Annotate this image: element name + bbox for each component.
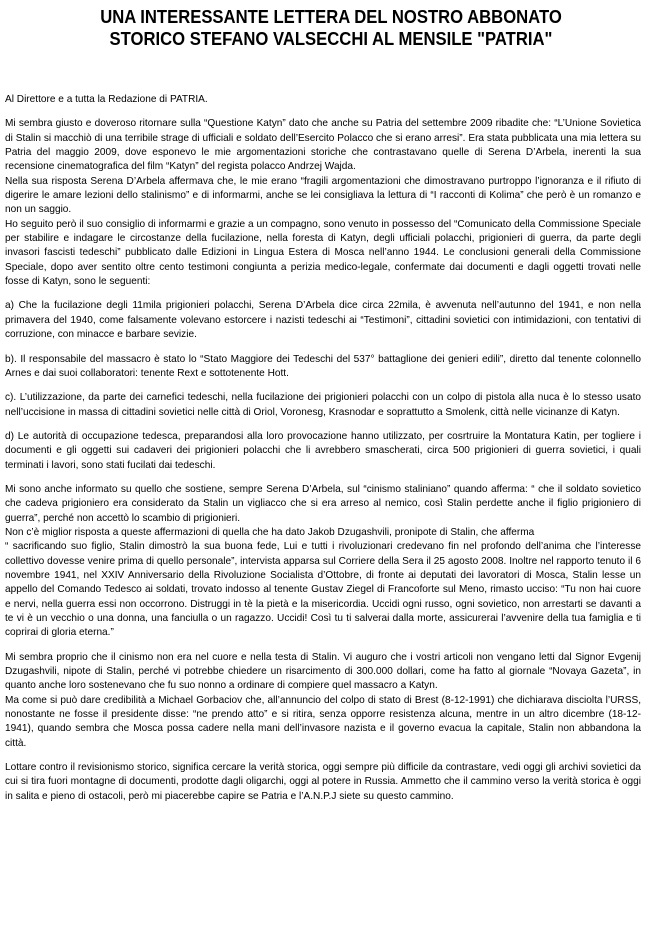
spacer xyxy=(5,381,641,391)
spacer xyxy=(5,751,641,761)
paragraph-closing: Lottare contro il revisionismo storico, significa cercare la verità storica, oggi sempre più difficile da contrastare, vedi oggi gli archivi sovietici da cui si tira fuori montagne di documenti, prodotte dagli oligarchi, oggi al potere in Russia. Ammetto che il cammino verso la verità storica è oggi in salita e pieno di ostacoli, però mi piacerebbe capire se Patria e l’A.N.P.J siete su questo cammino. xyxy=(5,762,641,802)
letter-title xyxy=(33,6,629,50)
paragraph-response: Nella sua risposta Serena D’Arbela affermava che, le mie erano “fragili argomentazioni che dimostravano purtroppo l’ignoranza e il rifiuto di digerire le amare lezioni dello stalinismo” e di informarmi, anche se lei consigliava la lettura di “I racconti di Kolima” che però è un romanzo e non un saggio. xyxy=(5,175,641,216)
spacer xyxy=(5,107,641,117)
point-d: d) Le autorità di occupazione tedesca, preparandosi alla loro provocazione hanno utilizzato, per cosrtruire la Montatura Katin, per togliere i documenti e gli oggetti sui cadaveri dei prigionieri polacchi che li avrebbero smascherati, circa 500 prigionieri di guerra sovietici, i quali terminati i lavori, sono stati fucilati dai tedeschi. xyxy=(5,430,641,471)
paragraph-quote: “ sacrificando suo figlio, Stalin dimostrò la sua buona fede, Lui e tutti i rivoluzionari credevano fin nel profondo dell’anima che l’interesse collettivo dovesse venire prima di quello personale”, intervista apparsa sul Corriere della Sera il 25 agosto 2008. Inoltre nel rapporto tenuto il 6 novembre 1941, nel XXIV Anniversario della Rivoluzione Socialista d’Ottobre, di fronte ai deputati dei lavoratori di Mosca, Stalin lesse un appello del Comando Tedesco ai soldati, trovato indosso al tenente Gustav Ziegel di Francoforte sul Meno, rimasto ucciso: “Tu non hai cuore e nervi, nella guerra essi non occorrono. Distruggi in tè la pietà e la misericordia. Uccidi ogni russo, ogni sovietico, non arrestarti se davanti a te vi è un vecchio o una donna, una fanciulla o un ragazzo. Uccidi! Così tu ti salverai dalla morte, assicurerai l’avvenire della tua famiglia e ti coprirai di gloria eterna.” xyxy=(5,541,641,639)
spacer xyxy=(5,289,641,299)
point-a: a) Che la fucilazione degli 11mila prigionieri polacchi, Serena D’Arbela dice circa 22mila, è avvenuta nell’autunno del 1941, e non nella primavera del 1940, come falsamente volevano estorcere i nazisti tedeschi ai “Testimoni”, cittadini sovietici con intimidazioni, con tentativi di corruzione, con minacce e barbare sevizie. xyxy=(5,300,641,341)
spacer xyxy=(5,641,641,651)
paragraph-cinismo: Mi sono anche informato su quello che sostiene, sempre Serena D’Arbela, sul “cinismo staliniano” quando afferma: “ che il soldato sovietico che cadeva prigioniero era considerato da Stalin un vigliacco che si era arreso al nemico, così Stalin perdette anche il figlio prigioniero di guerra”, perché non accettò lo scambio di prigionieri. xyxy=(5,483,641,524)
spacer xyxy=(5,343,641,353)
spacer xyxy=(5,420,641,430)
paragraph-evgenij: Mi sembra proprio che il cinismo non era nel cuore e nella testa di Stalin. Vi auguro che i vostri articoli non vengano letti dal Signor Evgenij Dzugashvili, nipote di Stalin, perché vi potrebbe chiedere un risarcimento di 300.000 dollari, come ha fatto al giornale “Novaya Gazeta”, in quanto anche loro sostenevano che fu suo nonno a ordinare di compiere quel massacro a Katyn. xyxy=(5,651,641,692)
paragraph-commission: Ho seguito però il suo consiglio di informarmi e grazie a un compagno, sono venuto in possesso del “Comunicato della Commissione Speciale per stabilire e indagare le circostanze della fucilazione, nella foresta di Katyn, degli ufficiali polacchi, prigionieri di guerra, da parte degli invasori fascisti tedeschi” pubblicato dalle Edizioni in Lingua Estera di Mosca nell’anno 1944. Le conclusioni generali della Commissione Speciale, dopo aver sentito oltre cento testimoni congiunta a perizia medico-legale, confermate dai documenti e dagli oggetti trovati nelle fosse di Katyn, sono le seguenti: xyxy=(5,218,641,288)
paragraph-jakob: Non c’è miglior risposta a queste affermazioni di quella che ha dato Jakob Dzugashvili, pronipote di Stalin, che afferma xyxy=(5,526,535,538)
point-b: b). Il responsabile del massacro è stato lo “Stato Maggiore dei Tedeschi del 537° battaglione dei genieri edili”, diretto dal tenente colonnello Arnes e dai suoi collaboratori: tenente Rext e sottotenente Hott. xyxy=(5,353,641,379)
paragraph-gorbaciov: Ma come si può dare credibilità a Michael Gorbaciov che, all’annuncio del colpo di stato di Brest (8-12-1991) che dichiarava disciolta l’URSS, nonostante ne fosse il presidente disse: “ne prendo atto” e si ritira, senza opporre resistenza alcuna, mentre in un altro dicembre (18-12-1941), quando sembra che Mosca possa cadere nella mani dell’invasore nazista e il governo evacua la capitale, Stalin non abbandona la città. xyxy=(5,694,641,749)
letter-body xyxy=(5,93,641,804)
paragraph-intro: Mi sembra giusto e doveroso ritornare sulla “Questione Katyn” dato che anche su Patria del settembre 2009 ribadite che: “L’Unione Sovietica di Stalin si macchiò di una terribile strage di ufficiali e soldato dell’Esercito Polacco che si erano arresi”. Era stata pubblicata una mia lettera su Patria del maggio 2009, dove esponevo le mie argomentazioni storiche che contrastavano quelle di Serena D’Arbela, inerenti la sua recensione cinematografica del film “Katyn” del regista polacco Andrzej Wajda. xyxy=(5,118,641,173)
title-line-1: UNA INTERESSANTE LETTERA DEL NOSTRO ABBONATO xyxy=(100,6,562,27)
title-line-2: STORICO STEFANO VALSECCHI AL MENSILE "PATRIA" xyxy=(109,28,553,49)
spacer xyxy=(5,473,641,483)
salutation: Al Direttore e a tutta la Redazione di PATRIA. xyxy=(5,94,208,105)
point-c: c). L’utilizzazione, da parte dei carnefici tedeschi, nella fucilazione dei prigionieri polacchi con un colpo di pistola alla nuca è lo stesso usato nell’uccisione in massa di cittadini sovietici nelle città di Oriol, Voronesg, Krasnodar e soprattutto a Smolenk, città nelle vicinanze di Katyn. xyxy=(5,392,641,418)
